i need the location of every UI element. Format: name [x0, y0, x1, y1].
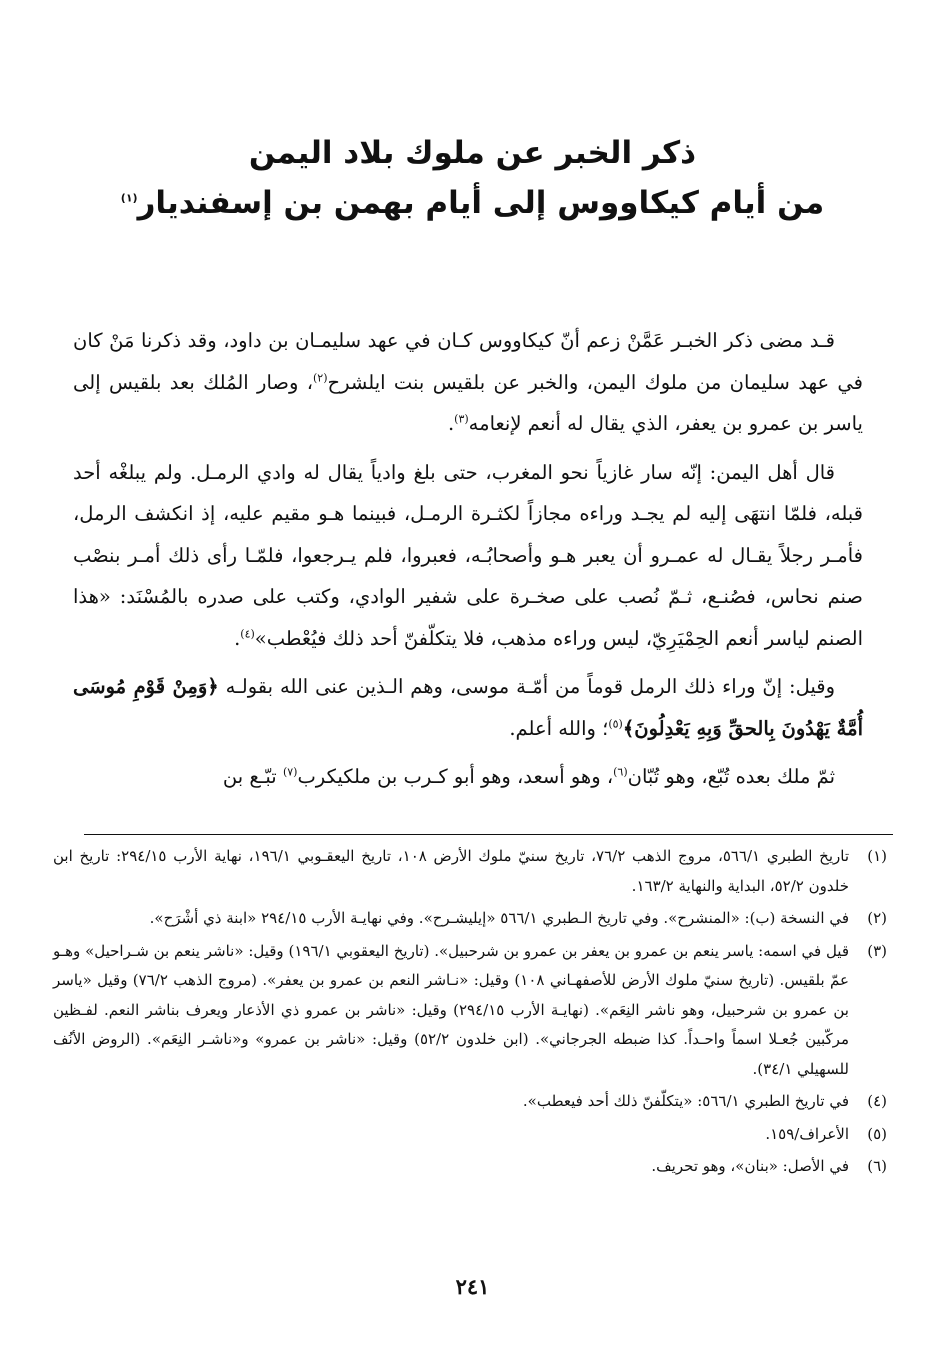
title-line-2-text: من أيام كيكاووس إلى أيام بهمن بن إسفنديار	[137, 185, 825, 221]
footnote-5	[53, 1120, 887, 1150]
footnote-number: (٢)	[867, 909, 887, 927]
chapter-title	[120, 128, 825, 228]
footnote-text: قيل في اسمه: ياسر ينعم بن عمرو بن يعفر بن عمرو بن شرحبيل». (تاريخ اليعقوبي ١٩٦/١) وقيل: «ناشر ينعم بن شـراحيل» وهـو عمّ بلقيس. (تاريخ سنيّ ملوك الأرض للأصفهـاني ١٠٨) وقيل: «نـاشر النعم بن عمرو بن يعفر». (مروج الذهب ٧٦/٢) وقيل «ياسر بن عمرو بن شرحبيل، وهو ناشر النِعَم». (نهايـة الأرب ٢٩٤/١٥) وقيل: «ناشر بن عمرو ذي الأذعار ويعرف بناشر النعم. لفـظين مركّبين جُعـلا اسماً واحـداً. كذا ضبطه الجرجاني». (ابن خلدون ٥٢/٢) وقيل: «ناشر بن عمرو» و«ناشـر النِعَم». (الروض الأنُف للسهيلي ٣٤/١).	[53, 941, 850, 1078]
footnote-6	[53, 1152, 887, 1182]
footnote-ref-2: (٢)	[313, 371, 328, 384]
footnote-number: (٥)	[867, 1124, 887, 1143]
footnote-separator	[84, 834, 893, 835]
paragraph-4-part-c: تبّـع بن	[222, 765, 283, 788]
footnote-text: في الأصل: «بنان»، وهو تحريف.	[651, 1157, 849, 1175]
footnote-1	[53, 842, 887, 901]
paragraph-4	[73, 756, 863, 798]
quran-verse: ﴿وَمِنْ قَوْمِ مُوسَى أُمَّةٌ يَهْدُونَ بِالحقِّ وَبِهِ يَعْدِلُونَ﴾	[73, 675, 863, 740]
footnote-text: تاريخ الطبري ٥٦٦/١، مروج الذهب ٧٦/٢، تاريخ سنيّ ملوك الأرض ١٠٨، تاريخ اليعقـوبي ١٩٦/١، نهاية الأرب ٢٩٤/١٥: تاريخ ابن خلدون ٥٢/٢، البداية والنهاية ١٦٣/٢.	[53, 847, 850, 895]
footnote-ref-7: (٧)	[282, 765, 298, 779]
paragraph-2	[73, 452, 863, 660]
footnote-ref-5: (٥)	[608, 717, 623, 730]
paragraph-3	[73, 666, 863, 749]
paragraph-1-part-a: قـد مضى ذكر الخبـر عَمَّنْ زعم أنّ كيكاووس كـان في عهد سليمـان بن داود، وقد ذكرنا مَنْ كان في عهد سليمان من ملوك اليمن، والخبر عن بلقيس بنت ايلشرح	[73, 329, 863, 394]
footnote-ref-1: (١)	[120, 191, 138, 205]
footnote-ref-4: (٤)	[240, 627, 255, 640]
paragraph-4-part-b: ، وهو أسعد، وهو أبو كـرب بن ملكيكرب	[297, 765, 614, 788]
footnote-number: (٤)	[867, 1092, 887, 1110]
footnote-ref-6: (٦)	[613, 765, 628, 779]
footnote-text: في تاريخ الطبري ٥٦٦/١: «يتكلّفنّ ذلك أحد فيعطب».	[522, 1092, 849, 1110]
footnote-text: في النسخة (ب): «المنشرح». وفي تاريخ الـطبري ٥٦٦/١ «إيليشـرح». وفي نهايـة الأرب ٢٩٤/١٥ «ابنة ذي أشْرَح».	[149, 909, 849, 927]
footnote-number: (٦)	[867, 1157, 887, 1175]
paragraph-2-part-b: .	[234, 626, 241, 650]
footnotes	[53, 842, 887, 1185]
paragraph-3-part-b: ؛ والله أعلم.	[509, 716, 609, 740]
footnote-number: (٣)	[867, 941, 887, 960]
paragraph-3-part-a: وقيل: إنّ وراء ذلك الرمل قوماً من أمّـة موسى، وهم الـذين عنى الله بقولـه	[218, 675, 835, 698]
paragraph-1-part-c: .	[447, 412, 455, 435]
paragraph-2-part-a: قال أهل اليمن: إنّه سار غازياً نحو المغرب، حتى بلغ وادياً يقال له وادي الرمـل. ولم يبلغْه أحد قبله، فلمّا انتهَى إليه لم يجـد وراءه مجازاً لكثـرة الرمـل، فبينما هـو مقيم عليه، إذ انكشف الرمل، فأمـر رجلاً يقـال له عمـرو أن يعبر هـو وأصحابُـه، فعبروا، فلم يـرجعوا، فلمّـا رأى ذلك أمـر بنصْب صنم نحاس، فصُنـع، ثـمّ نُصب على صخـرة على شفير الوادي، وكتب على صدره بالمُسْنَد: «هذا الصنم لياسر أنعم الحِمْيَرِيّ، ليس وراءه مذهب، فلا يتكلّفنّ أحد ذلك فيُعْطب»	[73, 460, 863, 650]
main-text	[73, 320, 863, 805]
paragraph-4-part-a: ثمّ ملك بعده تُبّع، وهو تُبّان	[627, 765, 835, 788]
paragraph-1	[73, 320, 863, 445]
paragraph-1-part-b: ، وصار المُلك بعد بلقيس إلى ياسر بن عمرو بن يعفر، الذي يقال له أنعم لإنعامه	[73, 370, 863, 435]
footnote-number: (١)	[867, 847, 887, 865]
footnote-2	[53, 904, 887, 934]
title-line-2	[120, 178, 825, 228]
page-number: ٢٤١	[455, 1274, 490, 1299]
footnote-4	[53, 1087, 887, 1117]
footnote-text: الأعراف/١٥٩.	[765, 1124, 849, 1143]
title-line-1-text: ذكر الخبر عن ملوك بلاد اليمن	[248, 135, 697, 171]
title-line-1	[120, 128, 825, 178]
footnote-ref-3: (٣)	[454, 412, 469, 426]
footnote-3	[53, 937, 887, 1085]
